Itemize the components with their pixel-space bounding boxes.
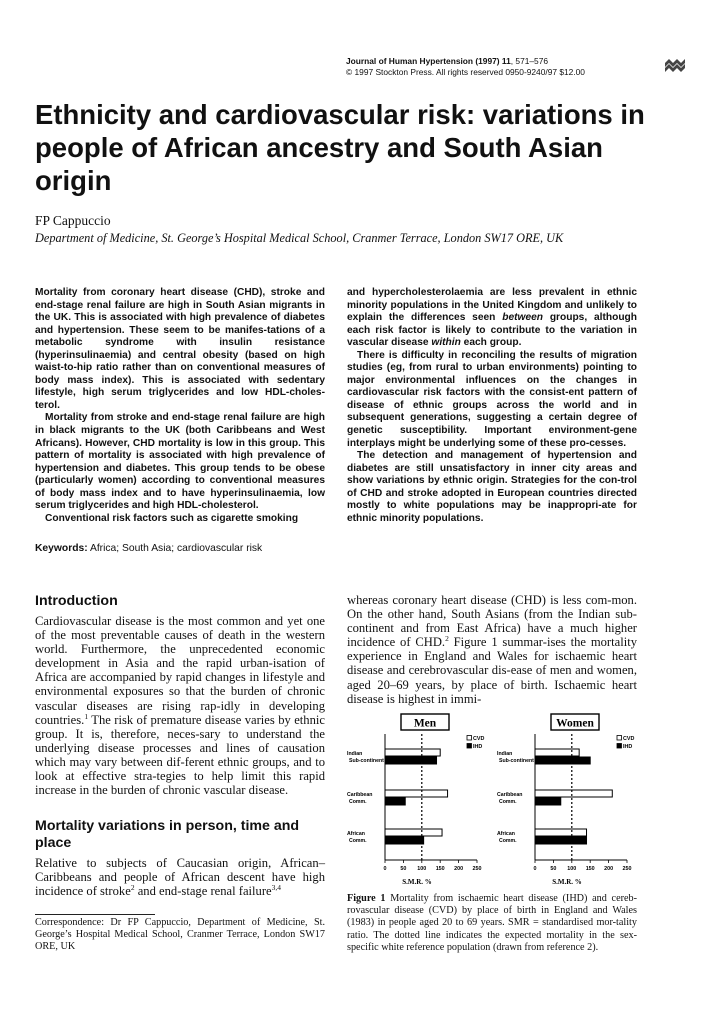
reference: 1 [84,711,89,721]
introduction-text [35,614,325,797]
abstract-emphasis: within [431,337,461,349]
legend-label: CVD [623,736,635,742]
category-label: Sub-continent [349,758,384,764]
x-axis-label: S.M.R. % [402,878,432,886]
legend-swatch [617,744,622,749]
abstract-paragraph: Mortality from coronary heart disease (CHD), stroke and end-stage renal failure are high in South Asian migrants in the UK. This is associated with high prevalence of diabetes and hypertension. These seem to be manifes-tations of a metabolic syndrome with insulin resistance (hyperinsulinaemia) and central obesity (based on high waist-to-hip ratio rather than on conventional measures of body mass index). This is associated with sedentary lifestyle, high serum triglycerides and low HDL-choles-terol. [35,287,325,411]
x-tick-label: 100 [567,866,577,872]
reference: 2 [445,634,449,644]
category-label: Comm. [349,838,367,844]
bar-cvd [385,749,440,756]
abstract-paragraph: Conventional risk factors such as cigarette smoking [45,512,299,524]
keywords-label: Keywords: [35,543,88,554]
abstract-paragraph: The detection and management of hypertension and diabetes are still unsatisfactory in inner city areas and show variations by ethnic origin. Strategies for the con-trol of CHD and stroke adopted in European countries directed mostly to white populations may be inappropri-ate for ethnic minority populations. [347,450,637,524]
category-label: Caribbean [497,792,523,798]
abstract-paragraph [347,287,637,350]
journal-name: Journal of Human Hypertension (1997) [346,56,500,66]
category-label: Indian [497,751,513,757]
x-tick-label: 200 [454,866,464,872]
legend-swatch [467,744,472,749]
category-label: Comm. [499,799,517,805]
journal-volume: 11 [501,56,511,66]
bar-cvd [535,829,587,836]
category-label: Comm. [499,838,517,844]
footnote-divider [35,914,155,915]
journal-header [346,56,585,78]
abstract-emphasis: between [502,312,543,324]
right-column-text [347,593,637,706]
section-heading-introduction: Introduction [35,593,118,609]
bar-ihd [385,757,437,764]
abstract-paragraph: There is difficulty in reconciling the results of migration studies (eg, from rural to urban environments) pointing to major environmental influences on the changes in cardiovascular risk factors with the consist-ent pattern of disease of ethnic groups across the world and in subsequent generations, suggesting a certain degree of genetic susceptibility. Important environment-gene interplays might be underlying some of these pro-cesses. [347,349,637,449]
category-label: Indian [347,751,363,757]
category-label: Comm. [349,799,367,805]
category-label: African [347,831,365,837]
publisher-logo-icon [664,58,686,72]
bar-ihd [535,798,561,805]
bar-ihd [385,798,405,805]
x-tick-label: 250 [472,866,482,872]
affiliation: Department of Medicine, St. George’s Hospital Medical School, Cranmer Terrace, London SW17 ORE, UK [35,231,564,245]
category-label: African [497,831,515,837]
reference: 2 [130,883,135,892]
x-tick-label: 50 [550,866,557,872]
chart-title: Men [413,717,437,730]
legend-label: IHD [473,744,483,750]
section-heading-mortality: Mortality variations in person, time and place [35,818,300,851]
x-tick-label: 100 [417,866,427,872]
chart-title: Women [556,717,594,730]
legend-label: IHD [623,744,633,750]
x-tick-label: 150 [585,866,595,872]
caption-text: Mortality from ischaemic heart disease (IHD) and cereb-rovascular disease (CVD) by place of birth in England and Wales (1983) in people aged 20 to 69 years. SMR = standardised mor-tality ratio. The dotted line indicates the expected mortality in the sex-specific white reference population (drawn from reference 2). [347,893,637,953]
category-label: Sub-continent [499,758,534,764]
x-tick-label: 150 [435,866,445,872]
bar-cvd [385,790,448,797]
figure-caption [347,893,637,954]
abstract-paragraph: Mortality from stroke and end-stage renal failure are high in black migrants to the UK (both Caribbeans and West Africans). However, CHD mortality is low in this group. This pattern of mortality is associated with high prevalence of hypertension and diabetes. This group tends to be obese (particularly women) according to conventional measures of body mass index and to have hyperinsulinaemia, low serum triglycerides and high HDL-cholesterol. [35,412,325,512]
x-tick-label: 250 [622,866,632,872]
bar-ihd [535,837,587,844]
body-text: The risk of premature disease varies by ethnic group. It is, therefore, neces-sary to understand the underlying disease processes and lines of causation which may vary between dif-ferent ethnic groups, and to look at effective stra-tegies to help limit this rapid increase in the burden of chronic vascular disease. [35,712,325,798]
legend-swatch [467,736,472,741]
bar-cvd [535,749,579,756]
journal-pages: , 571–576 [510,56,549,66]
journal-copyright: © 1997 Stockton Press. All rights reserved 0950-9240/97 $12.00 [346,67,585,77]
x-tick-label: 200 [604,866,614,872]
legend-swatch [617,736,622,741]
x-tick-label: 0 [383,866,387,872]
mortality-text [35,856,325,898]
legend-label: CVD [473,736,485,742]
x-tick-label: 0 [533,866,537,872]
reference: 3,4 [271,883,281,892]
body-text: Cardiovascular disease is the most common and yet one of the most preventable causes of death in the western world. Furthermore, the unprecedented economic development in Asia and the rapid urban-isation of Africa are accompanied by rapid changes in lifestyle and environmental exposures so that the burden of chronic vascular diseases are rising rap-idly in developing countries. [35,614,325,727]
category-label: Caribbean [347,792,373,798]
correspondence-footnote: Correspondence: Dr FP Cappuccio, Department of Medicine, St. George’s Hospital Medical School, Cranmer Terrace, London SW17 ORE, UK [35,917,325,953]
bar-ihd [535,757,590,764]
body-text: whereas coronary heart disease (CHD) is less com-mon. On the other hand, South Asians (from the Indian sub-continent and from East Africa) have a much higher incidence of CHD. [347,593,637,650]
x-tick-label: 50 [400,866,407,872]
bar-cvd [535,790,612,797]
abstract-text: and hypercholesterolaemia are less prevalent in ethnic minority populations in the United Kingdom and unlikely to explain the differences seen [347,287,637,324]
abstract-left-column [35,287,325,525]
keywords-text: Africa; South Asia; cardiovascular risk [87,543,263,554]
abstract-right-column [347,287,637,525]
caption-label: Figure 1 [347,893,386,904]
keywords [35,543,262,554]
bar-cvd [385,829,442,836]
figure-1 [345,712,640,890]
x-axis-label: S.M.R. % [552,878,582,886]
abstract-text: groups, although each risk factor is likely to contribute to the variation in vascular disease [347,312,637,349]
body-text: Relative to subjects of Caucasian origin, African–Caribbeans and people of African descent have high incidence of stroke [35,856,325,899]
author: FP Cappuccio [35,213,111,228]
body-text: Figure 1 summar-ises the mortality experience in England and Wales for ischaemic heart disease and cerebrovascular dis-ease of men and women, aged 20–69 years, by place of birth. Ischaemic heart disease is highest in immi- [347,635,637,706]
article-title: Ethnicity and cardiovascular risk: variations in people of African ancestry and South Asian origin [35,99,645,196]
bar-ihd [385,837,424,844]
abstract-text: each group. [460,337,522,349]
body-text: and end-stage renal failure [134,884,272,899]
